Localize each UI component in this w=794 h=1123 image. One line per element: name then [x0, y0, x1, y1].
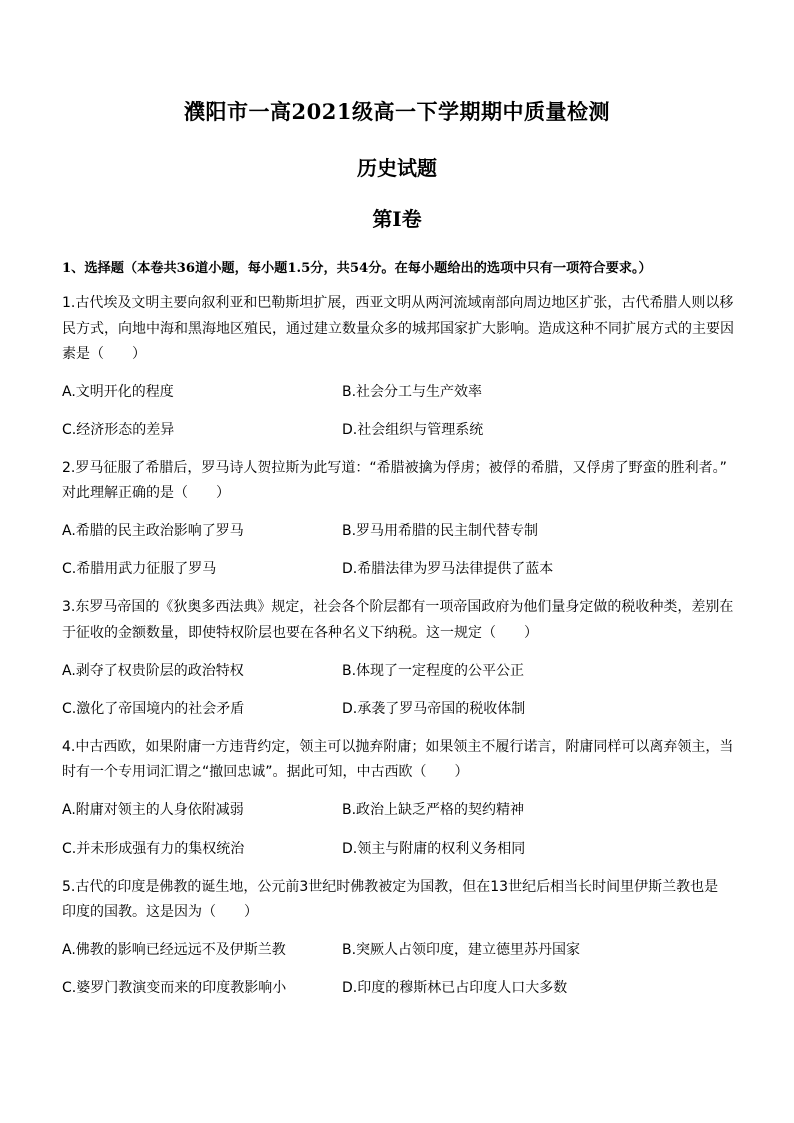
question-5-stem-line-2: 印度的国教。这是因为（ ） [62, 904, 258, 920]
question-5-option-d[interactable]: D.印度的穆斯林已占印度人口大多数 [342, 980, 568, 996]
question-3-stem-line-1: 3.东罗马帝国的《狄奥多西法典》规定，社会各个阶层都有一项帝国政府为他们量身定做的税收种类，差别在 [62, 599, 734, 615]
question-5-option-b[interactable]: B.突厥人占领印度，建立德里苏丹国家 [342, 942, 581, 958]
question-1-option-b[interactable]: B.社会分工与生产效率 [342, 384, 483, 400]
question-2-stem-line-2: 对此理解正确的是（ ） [62, 485, 230, 501]
question-1-stem-line-1: 1.古代埃及文明主要向叙利亚和巴勒斯坦扩展，西亚文明从两河流域南部向周边地区扩张，古代希腊人则以移 [62, 295, 734, 311]
question-2-stem-line-1: 2.罗马征服了希腊后，罗马诗人贺拉斯为此写道：“希腊被擒为俘虏；被俘的希腊，又俘虏了野蛮的胜利者。” [62, 460, 727, 476]
question-5-stem-line-1: 5.古代的印度是佛教的诞生地，公元前3世纪时佛教被定为国教，但在13世纪后相当长时间里伊斯兰教也是 [62, 879, 719, 895]
question-2-option-c[interactable]: C.希腊用武力征服了罗马 [62, 561, 217, 577]
question-4-option-d[interactable]: D.领主与附庸的权利义务相同 [342, 841, 526, 857]
question-4-option-b[interactable]: B.政治上缺乏严格的契约精神 [342, 802, 525, 818]
question-2-option-a[interactable]: A.希腊的民主政治影响了罗马 [62, 523, 244, 539]
question-5-option-c[interactable]: C.婆罗门教演变而来的印度教影响小 [62, 980, 287, 996]
question-2-option-b[interactable]: B.罗马用希腊的民主制代替专制 [342, 523, 539, 539]
question-4-stem-line-1: 4.中古西欧，如果附庸一方违背约定，领主可以抛弃附庸；如果领主不履行诺言，附庸同样可以离弃领主，当 [62, 739, 734, 755]
question-5-option-a[interactable]: A.佛教的影响已经远远不及伊斯兰教 [62, 942, 286, 958]
exam-title: 濮阳市一高2021级高一下学期期中质量检测 [184, 99, 610, 124]
question-3-option-a[interactable]: A.剥夺了权贵阶层的政治特权 [62, 663, 244, 679]
question-3-option-c[interactable]: C.激化了帝国境内的社会矛盾 [62, 701, 245, 717]
question-2-option-d[interactable]: D.希腊法律为罗马法律提供了蓝本 [342, 561, 554, 577]
question-1-stem-line-2: 民方式，向地中海和黑海地区殖民，通过建立数量众多的城邦国家扩大影响。造成这种不同扩展方式的主要因 [62, 321, 734, 337]
exam-volume: 第Ⅰ卷 [372, 207, 422, 231]
question-4-option-a[interactable]: A.附庸对领主的人身依附减弱 [62, 802, 244, 818]
section-instructions: 1、选择题（本卷共36道小题，每小题1.5分，共54分。在每小题给出的选项中只有一项符合要求。） [62, 261, 652, 276]
question-1-option-d[interactable]: D.社会组织与管理系统 [342, 422, 484, 438]
question-1-option-c[interactable]: C.经济形态的差异 [62, 422, 175, 438]
question-4-stem-line-2: 时有一个专用词汇谓之“撤回忠诚”。据此可知，中古西欧（ ） [62, 764, 469, 780]
exam-subject: 历史试题 [357, 156, 437, 180]
question-3-stem-line-2: 于征收的金额数量，即使特权阶层也要在各种名义下纳税。这一规定（ ） [62, 625, 538, 641]
question-1-stem-line-3: 素是（ ） [62, 346, 146, 362]
question-1-option-a[interactable]: A.文明开化的程度 [62, 384, 174, 400]
question-4-option-c[interactable]: C.并未形成强有力的集权统治 [62, 841, 245, 857]
question-3-option-d[interactable]: D.承袭了罗马帝国的税收体制 [342, 701, 526, 717]
question-3-option-b[interactable]: B.体现了一定程度的公平公正 [342, 663, 525, 679]
